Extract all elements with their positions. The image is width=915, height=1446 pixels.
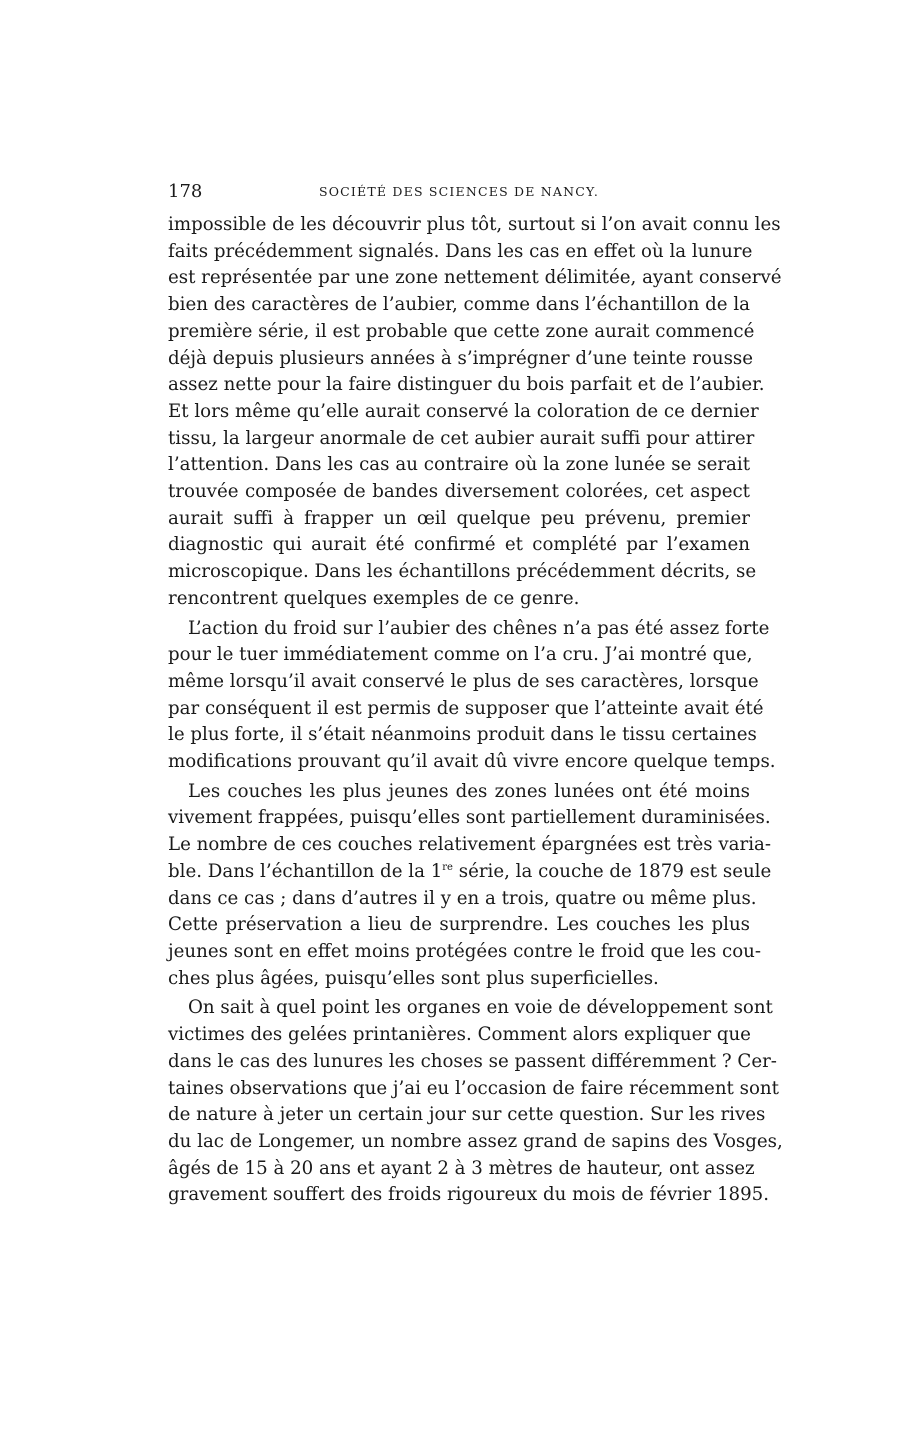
text-line: déjà depuis plusieurs années à s’imprégner d’une teinte rousse	[168, 347, 754, 369]
text-line: tissu, la largeur anormale de cet aubier aurait suffi pour attirer	[168, 427, 755, 449]
text-line: vivement frappées, puisqu’elles sont partiellement duraminisées.	[168, 807, 771, 829]
text-line: de nature à jeter un certain jour sur cette question. Sur les rives	[168, 1104, 766, 1126]
text-line: victimes des gelées printanières. Comment alors expliquer que	[168, 1024, 751, 1046]
text-line: Et lors même qu’elle aurait conservé la coloration de ce dernier	[168, 400, 759, 422]
text-line-start: ble. Dans l’échantillon de la 1	[168, 860, 443, 882]
text-line: gravement souffert des froids rigoureux du mois de février 1895.	[168, 1184, 770, 1206]
text-line: Cette préservation a lieu de surprendre. Les couches les plus	[168, 914, 750, 936]
ordinal-superscript: re	[442, 861, 453, 873]
text-line: première série, il est probable que cette zone aurait commencé	[168, 320, 755, 342]
text-line: par conséquent il est permis de supposer que l’atteinte avait été	[168, 697, 764, 719]
body-text	[168, 212, 783, 1209]
text-line: jeunes sont en effet moins protégées contre le froid que les cou-	[168, 940, 762, 962]
text-line: L’action du froid sur l’aubier des chênes n’a pas été assez forte	[188, 617, 770, 639]
paragraph-3	[168, 779, 772, 993]
paragraph-1	[168, 212, 782, 613]
text-line: rencontrent quelques exemples de ce genre.	[168, 587, 580, 609]
page-header	[168, 178, 750, 206]
text-line: l’attention. Dans les cas au contraire où la zone lunée se serait	[168, 454, 750, 476]
text-line: diagnostic qui aurait été confirmé et complété par l’examen	[168, 534, 750, 556]
text-line: faits précédemment signalés. Dans les cas en effet où la lunure	[168, 240, 753, 262]
text-line: est représentée par une zone nettement délimitée, ayant conservé	[168, 267, 782, 289]
text-line: modifications prouvant qu’il avait dû vivre encore quelque temps.	[168, 751, 776, 773]
running-head: SOCIÉTÉ DES SCIENCES DE NANCY.	[318, 184, 600, 199]
text-line: ches plus âgées, puisqu’elles sont plus superficielles.	[168, 967, 659, 989]
text-line: On sait à quel point les organes en voie de développement sont	[188, 997, 773, 1019]
text-line: taines observations que j’ai eu l’occasion de faire récemment sont	[168, 1077, 779, 1099]
text-line: aurait suffi à frapper un œil quelque peu prévenu, premier	[168, 507, 750, 529]
text-line: dans ce cas ; dans d’autres il y en a trois, quatre ou même plus.	[168, 887, 757, 909]
text-line: microscopique. Dans les échantillons précédemment décrits, se	[168, 561, 757, 583]
text-line: Les couches les plus jeunes des zones lunées ont été moins	[188, 780, 750, 802]
text-line-with-superscript	[168, 859, 772, 886]
text-line: trouvée composée de bandes diversement colorées, cet aspect	[168, 481, 750, 503]
text-line-end: série, la couche de 1879 est seule	[452, 860, 772, 882]
page-number: 178	[168, 181, 203, 202]
text-line: bien des caractères de l’aubier, comme dans l’échantillon de la	[168, 294, 750, 316]
text-line: dans le cas des lunures les choses se passent différemment ? Cer-	[168, 1050, 777, 1072]
text-line: même lorsqu’il avait conservé le plus de ses caractères, lorsque	[168, 670, 759, 692]
text-line: assez nette pour la faire distinguer du bois parfait et de l’aubier.	[168, 374, 765, 396]
paragraph-2	[168, 616, 776, 776]
text-line: impossible de les découvrir plus tôt, surtout si l’on avait connu les	[168, 214, 781, 235]
text-line: le plus forte, il s’était néanmoins produit dans le tissu certaines	[168, 724, 757, 746]
text-line: du lac de Longemer, un nombre assez grand de sapins des Vosges,	[168, 1130, 783, 1152]
text-line: pour le tuer immédiatement comme on l’a cru. J’ai montré que,	[168, 644, 753, 666]
paragraph-4	[168, 995, 783, 1209]
text-line: âgés de 15 à 20 ans et ayant 2 à 3 mètres de hauteur, ont assez	[168, 1157, 755, 1179]
text-line: Le nombre de ces couches relativement épargnées est très varia-	[168, 834, 772, 856]
